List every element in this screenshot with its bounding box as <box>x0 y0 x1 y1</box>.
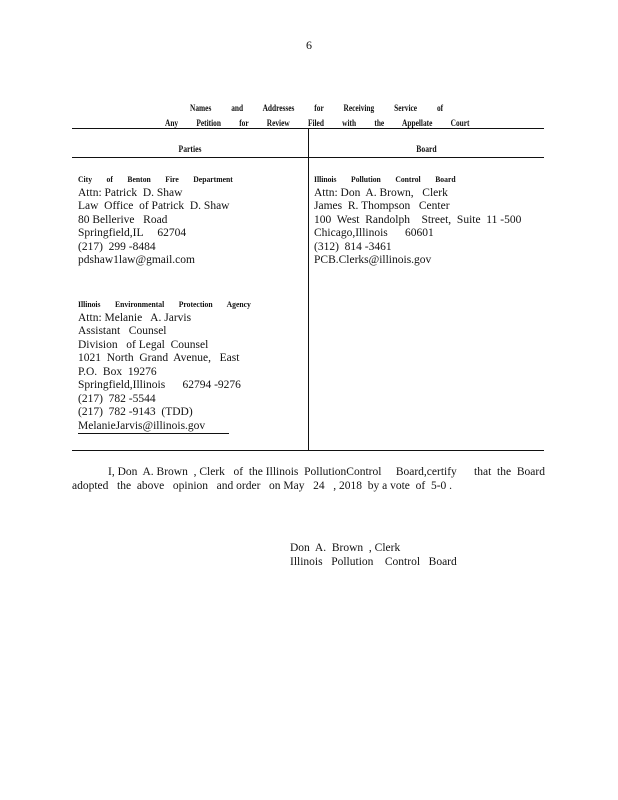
board-email-link[interactable]: PCB.Clerks@illinois.gov <box>314 254 432 266</box>
party-line: Law Office of Patrick D. Shaw <box>78 200 230 212</box>
signature-title: Illinois Pollution Control Board <box>290 555 457 568</box>
board-pollution-control <box>314 173 542 268</box>
party-line: Attn: Patrick D. Shaw <box>78 186 183 199</box>
party-illinois-epa <box>78 298 306 434</box>
party-line: (217) 782 -9143 (TDD) <box>78 406 193 418</box>
board-line: 100 West Randolph Street, Suite 11 -500 <box>314 213 522 226</box>
party-line: Springfield,IL 62704 <box>78 227 187 239</box>
party-city-of-benton <box>78 173 306 268</box>
party-line: (217) 782 -5544 <box>78 392 156 405</box>
heading-line-1: Names and Addresses for Receiving Service of <box>190 103 444 113</box>
certification-line-1: I, Don A. Brown , Clerk of the Illinois PollutionControl Board,certify that the Board <box>108 466 545 478</box>
party-line: Assistant Counsel <box>78 325 167 337</box>
party-email-link[interactable]: MelanieJarvis@illinois.gov <box>78 420 229 435</box>
heading-line-2: Any Petition for Review Filed with the Appellate Court <box>165 118 470 128</box>
table-column-divider <box>308 128 309 450</box>
party-org-name: City of Benton Fire Department <box>78 174 233 184</box>
party-line: (217) 299 -8484 <box>78 240 156 253</box>
party-line: 1021 North Grand Avenue, East <box>78 352 240 364</box>
board-org-name: Illinois Pollution Control Board <box>314 174 456 184</box>
party-line: P.O. Box 19276 <box>78 365 157 378</box>
column-header-parties: Parties <box>178 144 202 154</box>
party-email-link[interactable]: pdshaw1law@gmail.com <box>78 254 195 266</box>
board-line: Chicago,Illinois 60601 <box>314 227 434 239</box>
board-line: Attn: Don A. Brown, Clerk <box>314 186 448 199</box>
column-header-board: Board <box>416 144 437 154</box>
party-line: Springfield,Illinois 62794 -9276 <box>78 379 241 391</box>
party-line: 80 Bellerive Road <box>78 213 168 226</box>
signature-name: Don A. Brown , Clerk <box>290 542 401 554</box>
page-number: 6 <box>306 38 312 52</box>
party-line: Division of Legal Counsel <box>78 338 209 351</box>
table-bottom-rule <box>72 450 544 451</box>
party-org-name: Illinois Environmental Protection Agency <box>78 299 251 309</box>
party-line: Attn: Melanie A. Jarvis <box>78 311 192 324</box>
board-line: (312) 814 -3461 <box>314 240 392 253</box>
board-line: James R. Thompson Center <box>314 200 450 212</box>
certification-line-2: adopted the above opinion and order on May 24 , 2018 by a vote of 5-0 . <box>72 480 453 492</box>
signature-block <box>290 542 457 569</box>
